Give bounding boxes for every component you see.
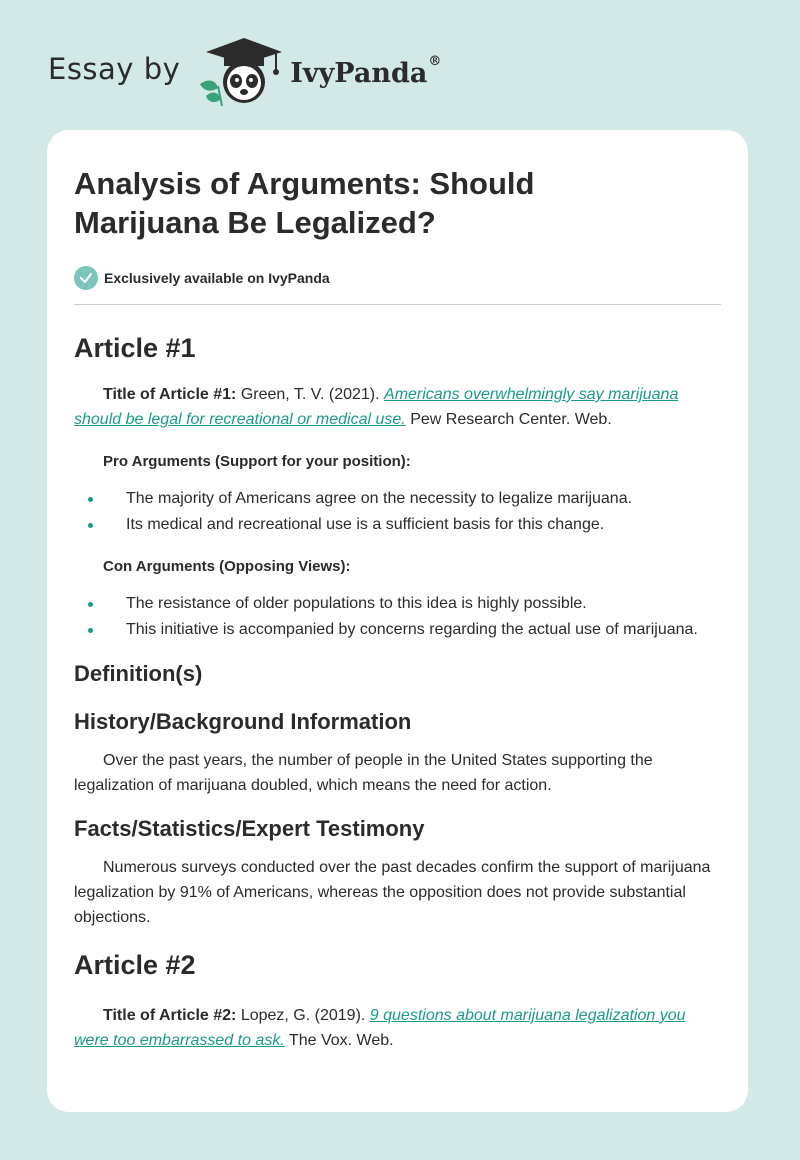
list-item: The majority of Americans agree on the necessity to legalize marijuana.: [74, 486, 721, 512]
exclusive-badge: [74, 266, 721, 290]
divider: [74, 304, 721, 305]
brand-header: [48, 36, 441, 108]
exclusive-text: Exclusively available on IvyPanda: [104, 270, 330, 286]
brand-prefix: Essay by: [48, 52, 181, 86]
article2-heading: Article #2: [74, 950, 196, 980]
list-item: The resistance of older populations to this idea is highly possible.: [74, 591, 721, 617]
article1-citation: Title of Article #1: Green, T. V. (2021). Americans overwhelmingly say marijuana should be legal for recreational or medical use. Pew Research Center. Web.: [74, 386, 679, 428]
definitions-heading: Definition(s): [74, 661, 203, 686]
article2-citation: Title of Article #2: Lopez, G. (2019). 9 questions about marijuana legalization you were too embarrassed to ask. The Vox. Web.: [74, 1007, 686, 1049]
page-title: Analysis of Arguments: Should Marijuana Be Legalized?: [74, 166, 535, 240]
facts-text: Numerous surveys conducted over the past decades confirm the support of marijuana legalization by 91% of Americans, whereas the opposition does not provide substantial objections.: [74, 859, 711, 926]
history-text: Over the past years, the number of people in the United States supporting the legalization of marijuana doubled, which means the need for action.: [74, 752, 653, 794]
pro-heading: Pro Arguments (Support for your position):: [103, 453, 411, 470]
article2-link[interactable]: 9 questions about marijuana legalization you were too embarrassed to ask.: [74, 1007, 686, 1049]
con-list: [74, 591, 721, 643]
brand-name: IvyPanda®: [290, 53, 442, 89]
list-item: Its medical and recreational use is a sufficient basis for this change.: [74, 512, 721, 538]
pro-list: [74, 486, 721, 538]
check-icon: [74, 266, 98, 290]
con-heading: Con Arguments (Opposing Views):: [103, 558, 351, 575]
essay-card: [47, 130, 748, 1112]
list-item: This initiative is accompanied by concerns regarding the actual use of marijuana.: [74, 617, 721, 643]
article1-heading: Article #1: [74, 333, 196, 363]
facts-heading: Facts/Statistics/Expert Testimony: [74, 816, 425, 841]
article1-link[interactable]: Americans overwhelmingly say marijuana should be legal for recreational or medical use.: [74, 386, 679, 428]
history-heading: History/Background Information: [74, 709, 412, 734]
panda-logo-icon[interactable]: [196, 36, 286, 108]
